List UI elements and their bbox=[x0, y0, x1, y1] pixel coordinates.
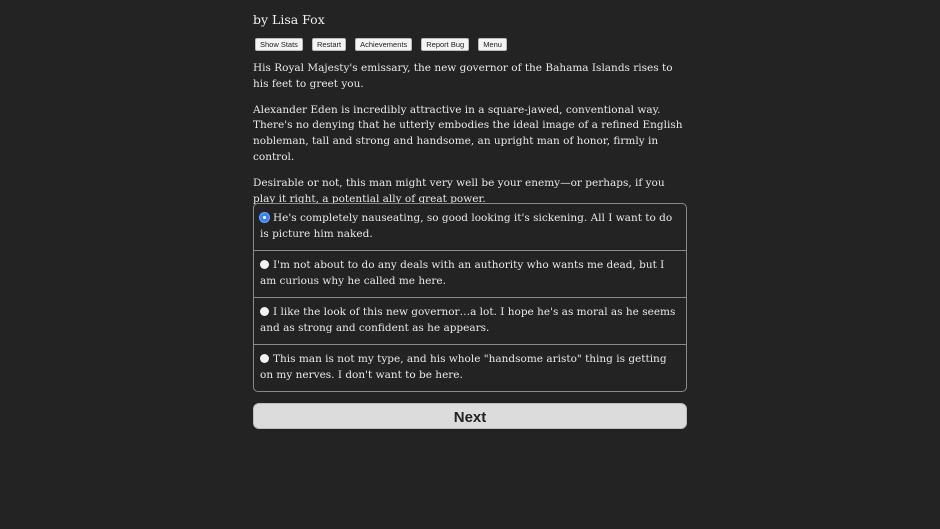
choice-label: This man is not my type, and his whole "handsome aristo" thing is getting on my nerves. I don't want to be here. bbox=[260, 353, 667, 381]
radio-unselected-icon[interactable] bbox=[260, 260, 269, 269]
radio-unselected-icon[interactable] bbox=[260, 307, 269, 316]
story-paragraph: Desirable or not, this man might very well be your enemy—or perhaps, if you play it right, a potential ally of great power. bbox=[253, 176, 665, 205]
achievements-button[interactable]: Achievements bbox=[355, 38, 412, 51]
next-button[interactable]: Next bbox=[253, 403, 687, 429]
choice-label: He's completely nauseating, so good looking it's sickening. All I want to do is picture him naked. bbox=[260, 212, 673, 240]
choice-option-4[interactable] bbox=[254, 344, 686, 391]
choice-label: I'm not about to do any deals with an authority who wants me dead, but I am curious why he called me here. bbox=[260, 259, 665, 287]
show-stats-button[interactable]: Show Stats bbox=[255, 38, 303, 51]
radio-selected-icon[interactable] bbox=[260, 213, 269, 222]
choice-option-1[interactable] bbox=[254, 204, 686, 250]
story-paragraph: Alexander Eden is incredibly attractive in a square-jawed, conventional way. There's no denying that he utterly embodies the ideal image of a refined English nobleman, tall and strong and handsome, an upright man of honor, firmly in control. bbox=[253, 103, 683, 163]
radio-unselected-icon[interactable] bbox=[260, 354, 269, 363]
story-paragraph: His Royal Majesty's emissary, the new governor of the Bahama Islands rises to his feet to greet you. bbox=[253, 62, 673, 90]
author-byline: by Lisa Fox bbox=[253, 12, 325, 27]
toolbar bbox=[255, 38, 507, 51]
menu-button[interactable]: Menu bbox=[478, 38, 507, 51]
restart-button[interactable]: Restart bbox=[312, 38, 346, 51]
choice-option-2[interactable] bbox=[254, 250, 686, 297]
report-bug-button[interactable]: Report Bug bbox=[421, 38, 469, 51]
story-text bbox=[253, 61, 687, 217]
choice-label: I like the look of this new governor…a lot. I hope he's as moral as he seems and as strong and confident as he appears. bbox=[260, 306, 676, 334]
choice-option-3[interactable] bbox=[254, 297, 686, 344]
choice-list bbox=[253, 203, 687, 392]
